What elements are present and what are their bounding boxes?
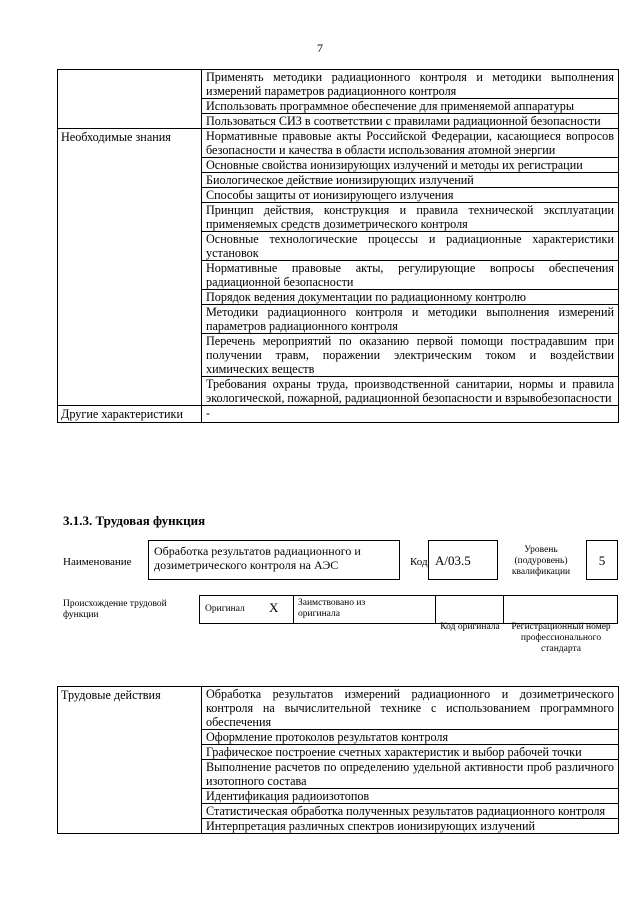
origin-label: Происхождение трудовой функции (63, 599, 167, 620)
level-value-box (586, 540, 618, 580)
row-item: Оформление протоколов результатов контроля (202, 730, 619, 745)
row-item: Требования охраны труда, производственной санитарии, нормы и правила экологической, пожарной, радиационной безопасности и взрывобезопасности (202, 377, 619, 406)
labor-actions-table (57, 686, 619, 834)
row-item: Нормативные правовые акты, регулирующие вопросы обеспечения радиационной безопасности (202, 261, 619, 290)
table-row (58, 129, 619, 158)
row-item: Пользоваться СИЗ в соответствии с правилами радиационной безопасности (202, 114, 619, 129)
code-value: А/03.5 (435, 553, 471, 568)
name-value-box (148, 540, 400, 580)
row-item: Интерпретация различных спектров ионизирующих излучений (202, 819, 619, 834)
row-item: Порядок ведения документации по радиационному контролю (202, 290, 619, 305)
row-label: Другие характеристики (58, 406, 202, 423)
table-row (58, 406, 619, 423)
row-label: Трудовые действия (58, 687, 202, 834)
row-item: Методики радиационного контроля и методики выполнения измерений параметров радиационного контроля (202, 305, 619, 334)
name-label: Наименование (63, 556, 132, 568)
origin-box (199, 595, 618, 624)
function-name: Обработка результатов радиационного и дозиметрического контроля на АЭС (154, 544, 361, 572)
level-value: 5 (598, 553, 606, 568)
row-item: Графическое построение счетных характеристик и выбор рабочей точки (202, 745, 619, 760)
borrowed-label: Заимствовано из оригинала (298, 598, 366, 619)
code-label: Код (410, 556, 428, 568)
level-label: Уровень (подуровень) квалификации (511, 545, 571, 577)
row-item: Принцип действия, конструкция и правила технической эксплуатации применяемых средств дозиметрического контроля (202, 203, 619, 232)
row-item: Перечень мероприятий по оказанию первой помощи пострадавшим при получении травм, поражении электрическим током и воздействии химических веществ (202, 334, 619, 377)
skills-knowledge-table (57, 69, 619, 423)
registration-number-label: Регистрационный номер профессионального стандарта (511, 622, 611, 654)
row-item: Основные свойства ионизирующих излучений и методы их регистрации (202, 158, 619, 173)
row-item: Статистическая обработка полученных результатов радиационного контроля (202, 804, 619, 819)
code-value-box (428, 540, 498, 580)
original-mark: X (269, 600, 279, 615)
row-item: Основные технологические процессы и радиационные характеристики установок (202, 232, 619, 261)
row-item: Нормативные правовые акты Российской Федерации, касающиеся вопросов безопасности и качества в области использования атомной энергии (202, 129, 619, 158)
row-item: Идентификация радиоизотопов (202, 789, 619, 804)
row-label (58, 70, 202, 129)
row-label: Необходимые знания (58, 129, 202, 406)
row-item: Применять методики радиационного контроля и методики выполнения измерений параметров радиационного контроля (202, 70, 619, 99)
row-item: Использовать программное обеспечение для применяемой аппаратуры (202, 99, 619, 114)
row-item: Выполнение расчетов по определению удельной активности проб различного изотопного состава (202, 760, 619, 789)
table-row (58, 70, 619, 99)
row-item: Способы защиты от ионизирующего излучения (202, 188, 619, 203)
table-row (58, 687, 619, 730)
original-label: Оригинал (205, 604, 245, 614)
code-original-label: Код оригинала (440, 622, 500, 632)
row-item: Биологическое действие ионизирующих излучений (202, 173, 619, 188)
section-title: 3.1.3. Трудовая функция (63, 513, 206, 528)
row-item: - (202, 406, 619, 423)
row-item: Обработка результатов измерений радиационного и дозиметрического контроля на вычислительной технике с использованием программного обеспечения (202, 687, 619, 730)
page-number: 7 (317, 41, 323, 55)
